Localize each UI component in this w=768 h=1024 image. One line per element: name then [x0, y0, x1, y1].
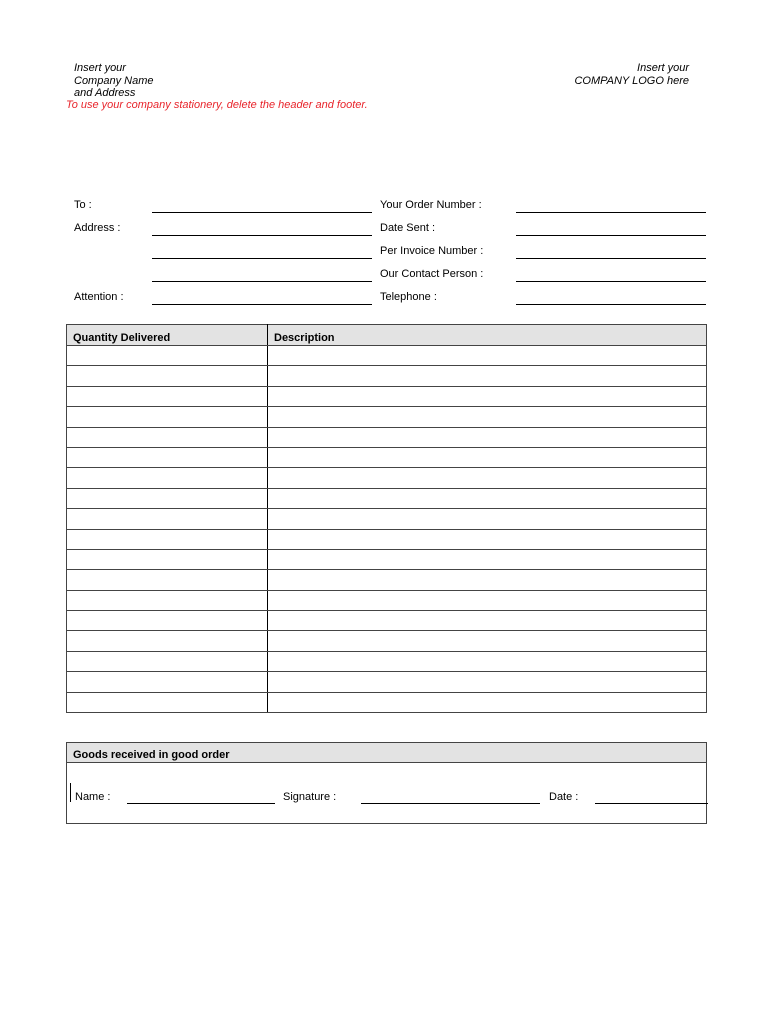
address-field-line-3[interactable]: [152, 281, 372, 282]
address-field-line-2[interactable]: [152, 258, 372, 259]
description-cell[interactable]: [268, 366, 707, 386]
name-field[interactable]: [127, 803, 275, 804]
table-row: [67, 570, 707, 590]
invoice-number-field[interactable]: [516, 258, 706, 259]
logo-line-2: COMPANY LOGO here: [574, 74, 689, 87]
attention-field[interactable]: [152, 304, 372, 305]
items-body: [67, 346, 707, 713]
telephone-field[interactable]: [516, 304, 706, 305]
quantity-delivered-header: Quantity Delivered: [67, 325, 268, 346]
quantity-cell[interactable]: [67, 692, 268, 712]
goods-received-title: Goods received in good order: [67, 743, 706, 763]
table-row: [67, 386, 707, 406]
table-row: [67, 407, 707, 427]
quantity-cell[interactable]: [67, 509, 268, 529]
quantity-cell[interactable]: [67, 529, 268, 549]
quantity-cell[interactable]: [67, 488, 268, 508]
company-line-3: and Address: [74, 87, 136, 99]
invoice-number-label: Per Invoice Number :: [380, 245, 484, 257]
table-row: [67, 346, 707, 366]
quantity-cell[interactable]: [67, 427, 268, 447]
table-row: [67, 468, 707, 488]
description-cell[interactable]: [268, 427, 707, 447]
description-cell[interactable]: [268, 468, 707, 488]
description-cell[interactable]: [268, 570, 707, 590]
order-number-field[interactable]: [516, 212, 706, 213]
quantity-cell[interactable]: [67, 611, 268, 631]
table-row: [67, 692, 707, 712]
name-label: Name :: [75, 791, 111, 803]
items-header-row: [67, 325, 707, 346]
text-cursor: [70, 783, 71, 802]
description-cell[interactable]: [268, 672, 707, 692]
quantity-cell[interactable]: [67, 651, 268, 671]
description-cell[interactable]: [268, 651, 707, 671]
logo-line-1: Insert your: [637, 62, 689, 74]
quantity-cell[interactable]: [67, 549, 268, 569]
contact-person-label: Our Contact Person :: [380, 268, 484, 280]
order-number-label: Your Order Number :: [380, 199, 482, 211]
table-row: [67, 590, 707, 610]
quantity-cell[interactable]: [67, 570, 268, 590]
table-row: [67, 631, 707, 651]
quantity-cell[interactable]: [67, 672, 268, 692]
company-line-1: Insert your: [74, 62, 126, 74]
table-row: [67, 366, 707, 386]
table-row: [67, 447, 707, 467]
signature-label: Signature :: [283, 791, 337, 803]
description-cell[interactable]: [268, 549, 707, 569]
stationery-note: To use your company stationery, delete the header and footer.: [66, 99, 368, 111]
signature-field[interactable]: [361, 803, 540, 804]
description-cell[interactable]: [268, 590, 707, 610]
description-header: Description: [268, 325, 707, 346]
attention-label: Attention :: [74, 291, 124, 303]
goods-received-box: [66, 742, 707, 824]
table-row: [67, 672, 707, 692]
description-cell[interactable]: [268, 509, 707, 529]
date-field[interactable]: [595, 803, 708, 804]
description-cell[interactable]: [268, 488, 707, 508]
description-cell[interactable]: [268, 529, 707, 549]
to-field[interactable]: [152, 212, 372, 213]
quantity-cell[interactable]: [67, 631, 268, 651]
quantity-cell[interactable]: [67, 468, 268, 488]
description-cell[interactable]: [268, 692, 707, 712]
quantity-cell[interactable]: [67, 346, 268, 366]
quantity-cell[interactable]: [67, 590, 268, 610]
contact-person-field[interactable]: [516, 281, 706, 282]
description-cell[interactable]: [268, 407, 707, 427]
address-field-line-1[interactable]: [152, 235, 372, 236]
description-cell[interactable]: [268, 611, 707, 631]
description-cell[interactable]: [268, 346, 707, 366]
description-cell[interactable]: [268, 386, 707, 406]
table-row: [67, 549, 707, 569]
description-cell[interactable]: [268, 447, 707, 467]
date-sent-label: Date Sent :: [380, 222, 436, 234]
date-label: Date :: [549, 791, 579, 803]
date-sent-field[interactable]: [516, 235, 706, 236]
table-row: [67, 509, 707, 529]
table-row: [67, 529, 707, 549]
company-line-2: Company Name: [74, 74, 154, 87]
table-row: [67, 488, 707, 508]
company-logo-placeholder: [574, 62, 689, 87]
description-cell[interactable]: [268, 631, 707, 651]
table-row: [67, 651, 707, 671]
table-row: [67, 427, 707, 447]
to-label: To :: [74, 199, 92, 211]
telephone-label: Telephone :: [380, 291, 437, 303]
table-row: [67, 611, 707, 631]
address-label: Address :: [74, 222, 121, 234]
company-address-placeholder: [74, 62, 153, 100]
items-table: [66, 324, 707, 713]
quantity-cell[interactable]: [67, 407, 268, 427]
quantity-cell[interactable]: [67, 447, 268, 467]
quantity-cell[interactable]: [67, 366, 268, 386]
quantity-cell[interactable]: [67, 386, 268, 406]
